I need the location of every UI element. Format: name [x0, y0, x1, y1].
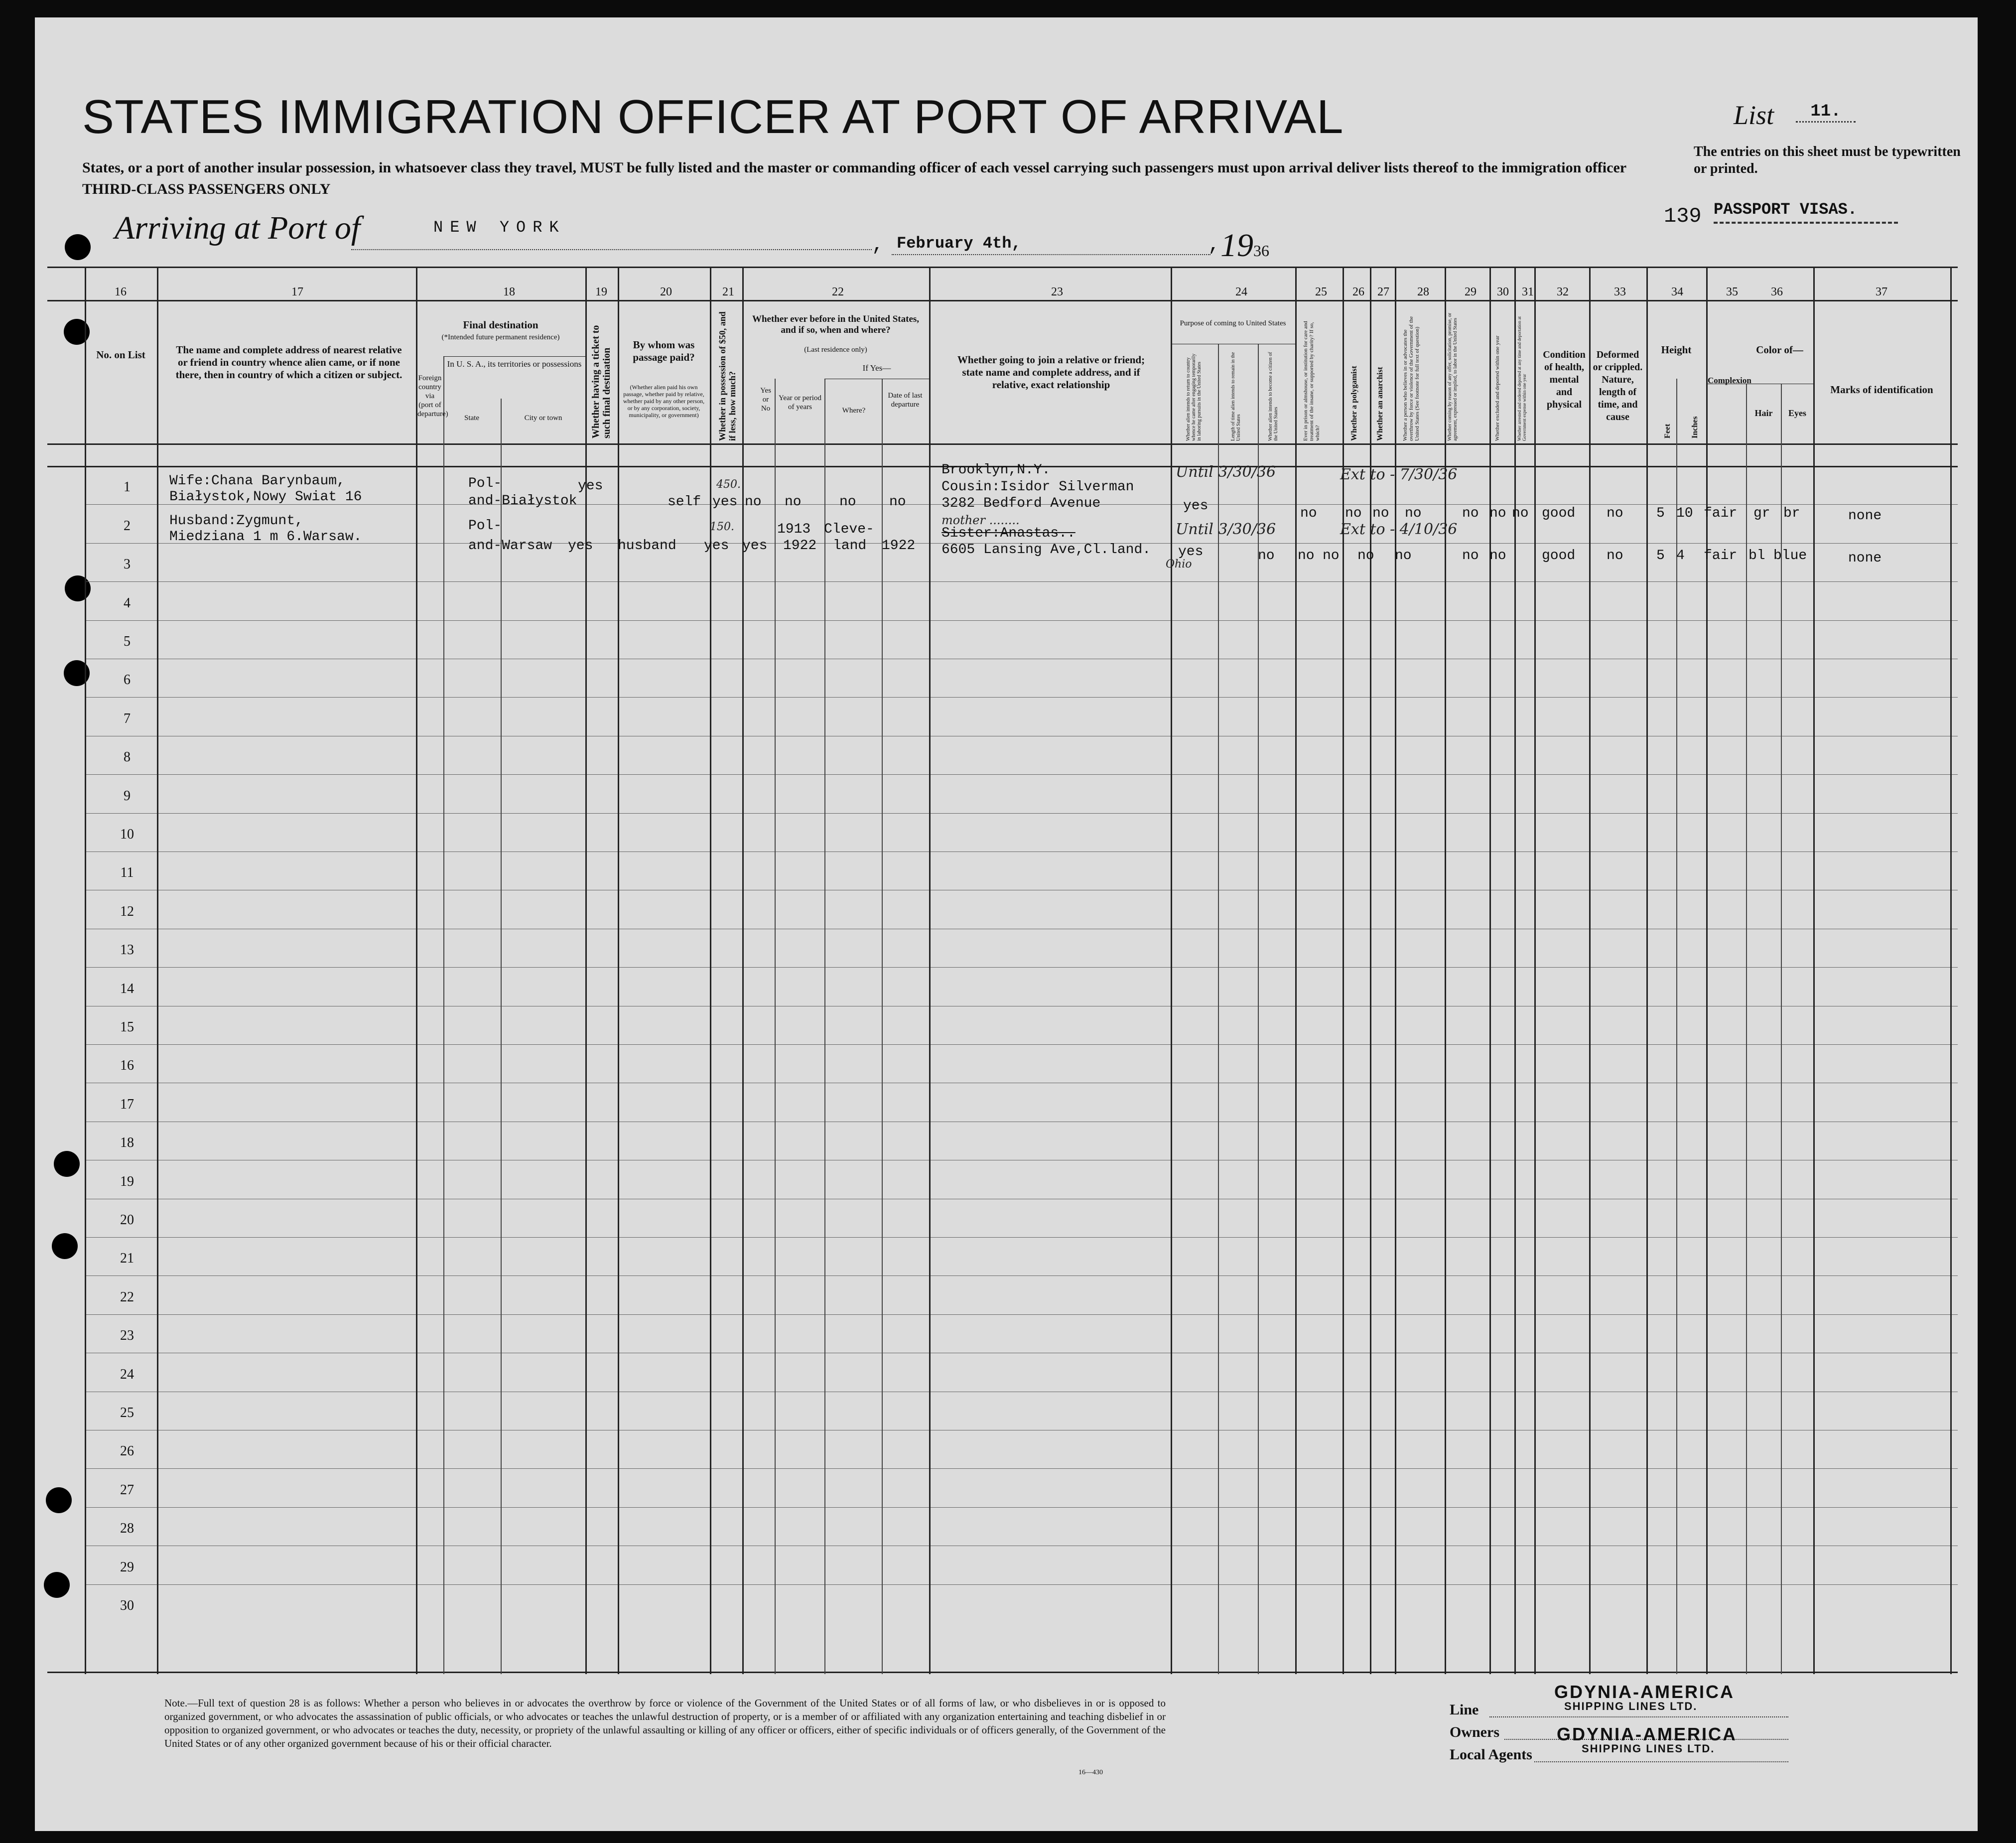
colnum-32: 32: [1557, 285, 1569, 298]
passport-visas-underline: [1714, 222, 1898, 224]
r1-ticket: yes: [578, 478, 603, 494]
colnum-35: 35: [1726, 285, 1738, 298]
colnum-28: 28: [1417, 285, 1429, 298]
r2-purpose-hw: Until 3/30/36: [1176, 521, 1276, 538]
hdr-c28: Whether a person who believes in or advocates the overthrow by force or violence of the Government of the United States (See footnote for full text of question): [1402, 316, 1420, 441]
r1-c28: no: [1405, 506, 1422, 521]
hdr-possession-50: Whether in possession of $50, and if less, how much?: [717, 311, 737, 441]
r1-dest-line2: and-Białystok: [468, 493, 577, 509]
hdr-ticket: Whether having a ticket to such final destination: [590, 325, 612, 438]
hdr-foreign-country: Foreign country via (port of departure): [417, 374, 448, 418]
row-number: 25: [120, 1405, 134, 1420]
col-border: [882, 379, 883, 1674]
r2-period-line2: 1922: [783, 538, 817, 554]
r1-purpose-hw: Until 3/30/36: [1176, 463, 1276, 481]
hdr-c29: Whether coming by reason of any offer, solicitation, promise, or agreement, expressed or implied, to labor in the United States: [1447, 312, 1458, 441]
col-border: [157, 267, 158, 1674]
col-border: [1489, 267, 1491, 1674]
row-number: 2: [124, 518, 131, 534]
row-number: 7: [124, 710, 131, 726]
colnum-36: 36: [1771, 285, 1783, 298]
hdr-c26: Whether a polygamist: [1350, 366, 1358, 441]
col-border: [1676, 379, 1677, 1674]
passport-visas: PASSPORT VISAS.: [1714, 200, 1858, 219]
punch-hole: [54, 1151, 80, 1177]
r1-health: good: [1542, 506, 1576, 521]
hdr-year-period: Year or period of years: [779, 394, 821, 411]
r1-c26: no: [1345, 506, 1362, 521]
r2-hair: bl: [1748, 548, 1765, 564]
hdr-no-on-list: No. on List: [96, 349, 145, 361]
hdr-in-usa: In U. S. A., its territories or possessions: [447, 359, 582, 369]
r2-c25: no: [1258, 548, 1275, 564]
colnum-16: 16: [115, 285, 127, 298]
hdr-where: Where?: [842, 407, 866, 415]
hdr-c24a: Whether alien intends to return to country whence he came after engaging temporarily in laboring pursuits in the United States: [1186, 353, 1202, 441]
row-number: 10: [120, 827, 134, 842]
agents-underline: [1534, 1761, 1788, 1762]
stamp-line-sub: SHIPPING LINES LTD.: [1564, 1700, 1698, 1712]
r2-money-note: 150.: [710, 521, 734, 533]
colnum-21: 21: [722, 285, 734, 298]
r1-join-line1: Brooklyn,N.Y.: [941, 462, 1051, 478]
r2-join-hw2: Ohio: [1166, 558, 1192, 570]
r2-complexion: fair: [1704, 548, 1738, 564]
col-border: [1781, 384, 1782, 1674]
r1-c31-hw: Ext to - 7/30/36: [1340, 466, 1458, 483]
r2-dest-line1: Pol-: [468, 518, 502, 534]
entries-note: The entries on this sheet must be typewritten or printed.: [1694, 144, 1961, 176]
r1-join-line3: 3282 Bedford Avenue: [941, 496, 1101, 511]
r2-where-line1: Cleve-: [824, 522, 874, 537]
hdr-date-departure: Date of last departure: [888, 392, 923, 409]
r2-period-line1: 1913: [777, 522, 811, 537]
colnum-37: 37: [1876, 285, 1887, 298]
r2-c26: no: [1298, 548, 1315, 564]
hdr-c30: Whether excluded and deported within one year: [1494, 335, 1500, 441]
hdr-height: Height: [1661, 344, 1692, 356]
r2-join-hw: mother ........: [941, 513, 1020, 527]
hdr-ever-before: Whether ever before in the United States, and if so, when and where?: [752, 314, 920, 335]
hdr-yes-no: Yes or No: [760, 387, 771, 413]
r1-c25: no: [1300, 506, 1317, 521]
owners-label: Owners: [1450, 1724, 1499, 1740]
manifest-sheet: [35, 17, 1978, 1831]
row-number: 19: [120, 1173, 134, 1189]
col-border: [443, 356, 444, 1674]
row-number: 20: [120, 1212, 134, 1228]
colnum-27: 27: [1377, 285, 1389, 298]
r1-dest-line1: Pol-: [468, 476, 502, 491]
list-label: List: [1734, 100, 1774, 130]
r2-c31: no: [1489, 548, 1506, 564]
col-border: [1258, 344, 1259, 1674]
r1-c31: no: [1512, 506, 1529, 521]
form-code: 16—430: [1078, 1769, 1103, 1776]
col-border: [1706, 267, 1708, 1674]
row-number: 12: [120, 903, 134, 919]
row-number: 3: [124, 557, 131, 572]
grid-top: [47, 267, 1958, 268]
col-border: [1218, 344, 1219, 1674]
colnum-26: 26: [1352, 285, 1364, 298]
hdr-c27: Whether an anarchist: [1376, 367, 1384, 441]
r1-eyes: br: [1783, 506, 1800, 521]
arrival-date: February 4th,: [897, 234, 1021, 253]
hdr-c24c: Whether alien intends to become a citizen of the United States: [1268, 352, 1279, 441]
stamp-number: 139: [1664, 204, 1702, 228]
hdr-final-destination: Final destination: [463, 319, 538, 331]
comma: ,: [872, 234, 884, 257]
arrival-year: 1936: [1220, 227, 1269, 264]
r1-ever-before: no: [745, 494, 762, 510]
class-line: THIRD-CLASS PASSENGERS ONLY: [82, 181, 331, 197]
hdr-state: State: [464, 414, 479, 422]
r2-c30: no: [1462, 548, 1479, 564]
hdr-marks: Marks of identification: [1830, 384, 1933, 396]
col-border: [85, 267, 86, 1674]
r1-period: no: [785, 494, 802, 510]
r1-relative-line1: Wife:Chana Barynbaum,: [169, 473, 345, 489]
r2-join-line2: 6605 Lansing Ave,Cl.land.: [941, 542, 1151, 558]
r1-departure: no: [889, 494, 906, 510]
col-border: [1589, 267, 1591, 1674]
hdr-health: Condition of health, mental and physical: [1543, 349, 1586, 410]
stamp-owners-name: GDYNIA-AMERICA: [1557, 1724, 1737, 1744]
r1-feet: 5: [1656, 506, 1665, 521]
col-border: [1514, 267, 1516, 1674]
col-border: [1646, 267, 1648, 1674]
hdr-c25: Ever in prison or almshouse, or institution for care and treatment of the insane, or supported by charity? If so, which?: [1303, 321, 1321, 441]
r1-hair: gr: [1753, 506, 1770, 521]
col-border: [416, 267, 417, 1674]
row-number: 13: [120, 942, 134, 958]
r2-relative-line2: Miedziana 1 m 6.Warsaw.: [169, 529, 362, 545]
hdr-hair: Hair: [1754, 408, 1773, 418]
colnum-33: 33: [1614, 285, 1626, 298]
col-border: [1813, 267, 1815, 1674]
r1-c30: no: [1489, 506, 1506, 521]
r2-health: good: [1542, 548, 1576, 564]
arrival-year-suffix: 36: [1253, 242, 1269, 260]
row-number: 1: [124, 479, 131, 495]
row-number: 29: [120, 1559, 134, 1575]
r2-relative-line1: Husband:Zygmunt,: [169, 513, 303, 529]
colnum-22: 22: [832, 285, 844, 298]
r1-complexion: fair: [1704, 506, 1738, 521]
punch-hole: [52, 1233, 78, 1259]
col-border: [742, 267, 744, 1674]
hdr-c31: Whether arrested and ordered deported at any time and deportation at Government expense within one year: [1517, 316, 1527, 441]
r2-deformed: no: [1607, 548, 1623, 564]
r1-where: no: [839, 494, 856, 510]
col-border: [1171, 267, 1172, 1674]
r1-deformed: no: [1607, 506, 1623, 521]
r1-money-note: 450.: [716, 478, 741, 491]
punch-hole: [44, 1572, 70, 1598]
row-number: 4: [124, 595, 131, 611]
subhdr-line: [443, 356, 585, 357]
col-border: [618, 267, 619, 1674]
footnote: Note.—Full text of question 28 is as follows: Whether a person who believes in or advocates the overthrow by force or violence of the Government of the United States or of all forms of law, or who disbelieves in or is opposed to organized government, or who advocates the assassination of public officials, or who advocates or teaches the unlawful destruction of property, or is a member of or affiliated with any organization entertaining and teaching disbelief in or opposition to organized government, or who advocates or teaches the duty, necessity, or propriety of the unlawful assaulting or killing of any officer or officers, either of specific individuals or of officers generally, of the Government of the United States or of any other organized government because of his or their official character.: [164, 1697, 1166, 1749]
stamp-owners-sub: SHIPPING LINES LTD.: [1582, 1742, 1715, 1755]
punch-hole: [65, 234, 91, 260]
col-border: [1746, 384, 1747, 1674]
row-number: 23: [120, 1328, 134, 1344]
punch-hole: [46, 1487, 72, 1513]
hdr-passage-paid-sub: (Whether alien paid his own passage, whether paid by relative, whether paid by any other person, or by any corporation, society, municipality, or government): [623, 384, 705, 419]
col-border: [501, 399, 502, 1674]
r2-paid-by: husband: [618, 538, 676, 554]
hdr-nearest-relative: The name and complete address of nearest relative or friend in country whence alien came, or if none there, then in country of which a citizen or subject.: [175, 344, 403, 381]
r2-c29: no: [1395, 548, 1412, 564]
r1-c29: no: [1462, 506, 1479, 521]
row-number: 6: [124, 672, 131, 688]
hdr-inches: Inches: [1691, 416, 1699, 438]
r1-join-line2: Cousin:Isidor Silverman: [941, 479, 1134, 495]
agents-label: Local Agents: [1450, 1746, 1532, 1763]
hdr-deformed: Deformed or crippled. Nature, length of time, and cause: [1593, 349, 1643, 423]
row-number: 28: [120, 1521, 134, 1537]
r2-feet: 5: [1656, 548, 1665, 564]
colnum-31: 31: [1522, 285, 1534, 298]
stamp-line-name: GDYNIA-AMERICA: [1554, 1682, 1735, 1702]
r2-ticket: yes: [568, 538, 593, 554]
colnum-34: 34: [1671, 285, 1683, 298]
hdr-eyes: Eyes: [1788, 408, 1806, 418]
col-border: [1534, 267, 1536, 1674]
r1-marks: none: [1848, 508, 1882, 524]
hdr-color-of: Color of—: [1756, 344, 1803, 356]
col-border: [929, 267, 931, 1674]
r1-relative-line2: Białystok,Nowy Swiat 16: [169, 489, 362, 505]
hdr-final-destination-sub: (*Intended future permanent residence): [441, 333, 560, 341]
r1-possession: yes: [712, 494, 738, 510]
hdr-if-yes: If Yes—: [862, 363, 891, 373]
form-instructions: States, or a port of another insular possession, in whatsoever class they travel, MUST be fully listed and the master or commanding officer of each vessel carrying such passengers must upon arrival deliver lists thereof to the immigration officer: [82, 159, 1627, 176]
form-title: STATES IMMIGRATION OFFICER AT PORT OF ARRIVAL: [82, 90, 1344, 143]
list-number: 11.: [1796, 102, 1856, 123]
r2-c28: no: [1357, 548, 1374, 564]
r2-purpose-yes: yes: [1178, 544, 1204, 560]
colnum-17: 17: [291, 285, 303, 298]
colnum-29: 29: [1465, 285, 1477, 298]
r2-where-line2: land: [833, 538, 867, 554]
col-border: [775, 379, 776, 1674]
row-number: 8: [124, 749, 131, 765]
port-line: [351, 249, 872, 250]
row-number: 5: [124, 634, 131, 649]
r2-inches: 4: [1676, 548, 1685, 564]
r2-marks: none: [1848, 551, 1882, 566]
hdr-ever-before-sub: (Last residence only): [804, 346, 867, 354]
r1-paid-by: self: [668, 494, 701, 510]
col-border: [710, 267, 711, 1674]
date-line: [892, 254, 1210, 255]
row-number: 21: [120, 1251, 134, 1267]
col-border: [824, 379, 825, 1674]
grid-bottom: [47, 1672, 1958, 1673]
col-border: [1950, 267, 1952, 1674]
arrival-port: NEW YORK: [433, 218, 566, 237]
r2-dest-line2: and-Warsaw: [468, 538, 552, 554]
hdr-city: City or town: [524, 414, 562, 422]
row-number: 24: [120, 1366, 134, 1382]
r1-c27: no: [1372, 506, 1389, 521]
row-number: 15: [120, 1019, 134, 1035]
line-underline: [1489, 1716, 1788, 1717]
row-number: 17: [120, 1096, 134, 1112]
colnum-25: 25: [1315, 285, 1327, 298]
hdr-feet: Feet: [1663, 424, 1672, 438]
hdr-complexion: Complexion: [1708, 376, 1751, 385]
grid-header-bottom: [47, 443, 1958, 445]
row-number: 16: [120, 1058, 134, 1074]
r2-possession: yes: [704, 538, 729, 554]
row-number: 18: [120, 1135, 134, 1151]
r2-departure: 1922: [882, 538, 916, 554]
col-border: [1295, 267, 1297, 1674]
comma: ,: [1208, 234, 1220, 257]
arrival-label: Arriving at Port of: [115, 210, 361, 246]
row-number: 27: [120, 1482, 134, 1498]
colnum-24: 24: [1235, 285, 1247, 298]
colnum-20: 20: [660, 285, 672, 298]
colnum-30: 30: [1497, 285, 1509, 298]
row-number: 9: [124, 788, 131, 804]
line-label: Line: [1450, 1701, 1479, 1718]
colnum-19: 19: [595, 285, 607, 298]
r2-c27: no: [1323, 548, 1340, 564]
hdr-joining: Whether going to join a relative or friend; state name and complete address, and if relative, exact relationship: [957, 354, 1145, 391]
r1-purpose-yes: yes: [1183, 498, 1209, 514]
r2-eyes: blue: [1773, 548, 1807, 564]
hdr-purpose: Purpose of coming to United States: [1180, 319, 1286, 327]
colnum-18: 18: [503, 285, 515, 298]
r2-ever-before: yes: [742, 538, 768, 554]
hdr-passage-paid: By whom was passage paid?: [633, 339, 695, 363]
row-number: 22: [120, 1289, 134, 1305]
row-number: 14: [120, 981, 134, 996]
r2-join-line1: Sister:Anastas..: [941, 526, 1075, 541]
r1-inches: 10: [1676, 506, 1693, 521]
row-number: 30: [120, 1598, 134, 1613]
row-number: 26: [120, 1443, 134, 1459]
hdr-c24b: Length of time alien intends to remain in the United States: [1230, 352, 1241, 441]
col-border: [585, 267, 587, 1674]
colnum-23: 23: [1051, 285, 1063, 298]
row-number: 11: [120, 865, 134, 881]
r2-c31-hw: Ext to - 4/10/36: [1340, 521, 1458, 538]
grid-colnum-line: [47, 300, 1958, 301]
